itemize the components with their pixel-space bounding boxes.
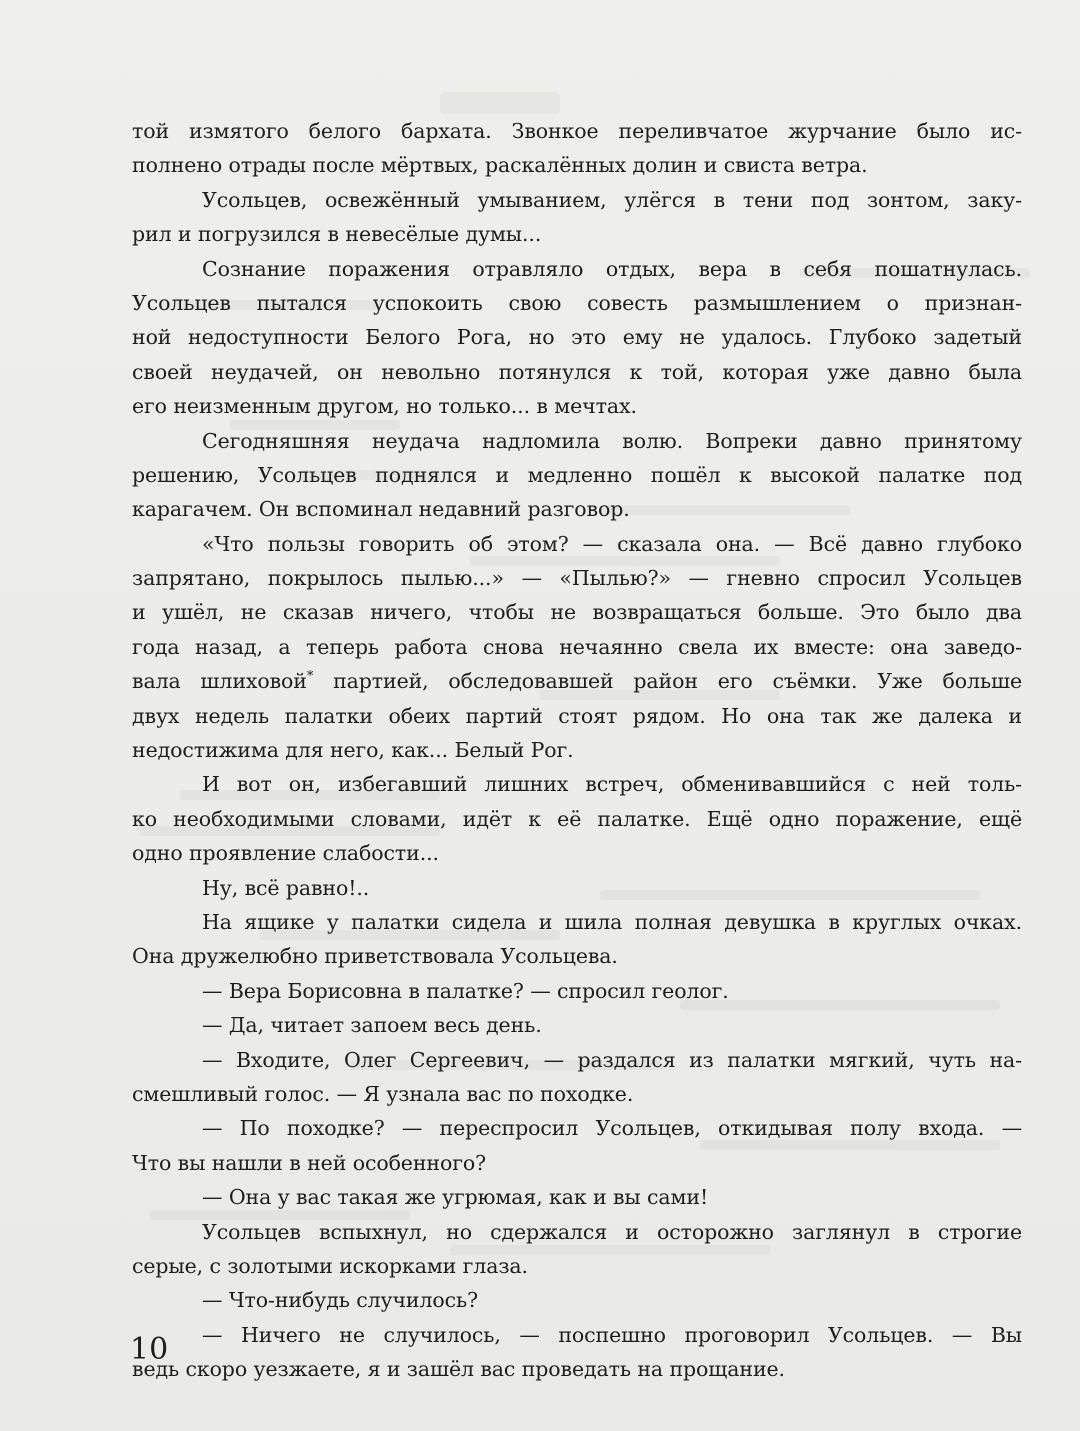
text-line: И вот он, избегавший лишних встреч, обменивавшийся с ней толь- [202,772,1022,797]
body-text [132,114,1022,1386]
text-line: ной недоступности Белого Рога, но это ему не удалось. Глубоко задетый [132,325,1022,350]
text-line: Сегодняшняя неудача надломила волю. Вопреки давно принятому [202,428,1022,453]
text-line: — Да, читает запоем весь день. [202,1013,542,1038]
text-line: Усольцев вспыхнул, но сдержался и осторожно заглянул в строгие [202,1219,1022,1244]
text-line: — По походке? — переспросил Усольцев, откидывая полу входа. — [202,1116,1022,1141]
text-line: запрятано, покрылось пылью...» — «Пылью?» — гневно спросил Усольцев [132,566,1022,591]
text-line: — Ничего не случилось, — поспешно проговорил Усольцев. — Вы [202,1322,1022,1347]
text-line: и ушёл, не сказав ничего, чтобы не возвращаться больше. Это было два [132,600,1022,625]
text-line: полнено отрады после мёртвых, раскалённых долин и свиста ветра. [132,153,868,178]
text-line: решению, Усольцев поднялся и медленно пошёл к высокой палатке под [132,462,1022,487]
page-number: 10 [130,1332,169,1367]
text-line: «Что пользы говорить об этом? — сказала она. — Всё давно глубоко [202,531,1022,556]
text-line: — Вера Борисовна в палатке? — спросил геолог. [202,978,729,1003]
text-line: его неизменным другом, но только... в мечтах. [132,394,637,419]
text-line: рил и погрузился в невесёлые думы... [132,222,542,247]
text-line: серые, с золотыми искорками глаза. [132,1253,528,1278]
text-line: На ящике у палатки сидела и шила полная девушка в круглых очках. [202,909,1022,934]
text-line: Ну, всё равно!.. [202,875,370,900]
text-line: смешливый голос. — Я узнала вас по походке. [132,1081,634,1106]
text-line: ведь скоро уезжаете, я и зашёл вас проведать на прощание. [132,1357,785,1382]
text-line: — Что-нибудь случилось? [202,1288,478,1313]
text-line: — Она у вас такая же угрюмая, как и вы сами! [202,1185,709,1210]
text-line: Усольцев, освежённый умыванием, улёгся в тени под зонтом, заку- [202,187,1022,212]
text-line: той измятого белого бархата. Звонкое переливчатое журчание было ис- [132,119,1022,143]
text-line: своей неудачей, он невольно потянулся к той, которая уже давно была [132,359,1022,384]
text-line: Сознание поражения отравляло отдых, вера в себя пошатнулась. [202,256,1022,281]
text-line: вала шлиховой* партией, обследовавшей район его съёмки. Уже больше [132,669,1023,694]
text-line: одно проявление слабости... [132,841,439,866]
text-line: двух недель палатки обеих партий стоят рядом. Но она так же далека и [132,703,1022,728]
text-line: — Входите, Олег Сергеевич, — раздался из палатки мягкий, чуть на- [202,1047,1022,1072]
text-line: года назад, а теперь работа снова нечаянно свела их вместе: она заведо- [132,634,1022,659]
text-line: Усольцев пытался успокоить свою совесть размышлением о признан- [132,290,1022,315]
text-line: ко необходимыми словами, идёт к её палатке. Ещё одно поражение, ещё [132,806,1022,831]
text-line: Что вы нашли в ней особенного? [132,1150,486,1175]
text-line: Она дружелюбно приветствовала Усольцева. [132,944,618,969]
text-line: карагачем. Он вспоминал недавний разговор. [132,497,630,522]
text-line: недостижима для него, как... Белый Рог. [132,738,574,763]
